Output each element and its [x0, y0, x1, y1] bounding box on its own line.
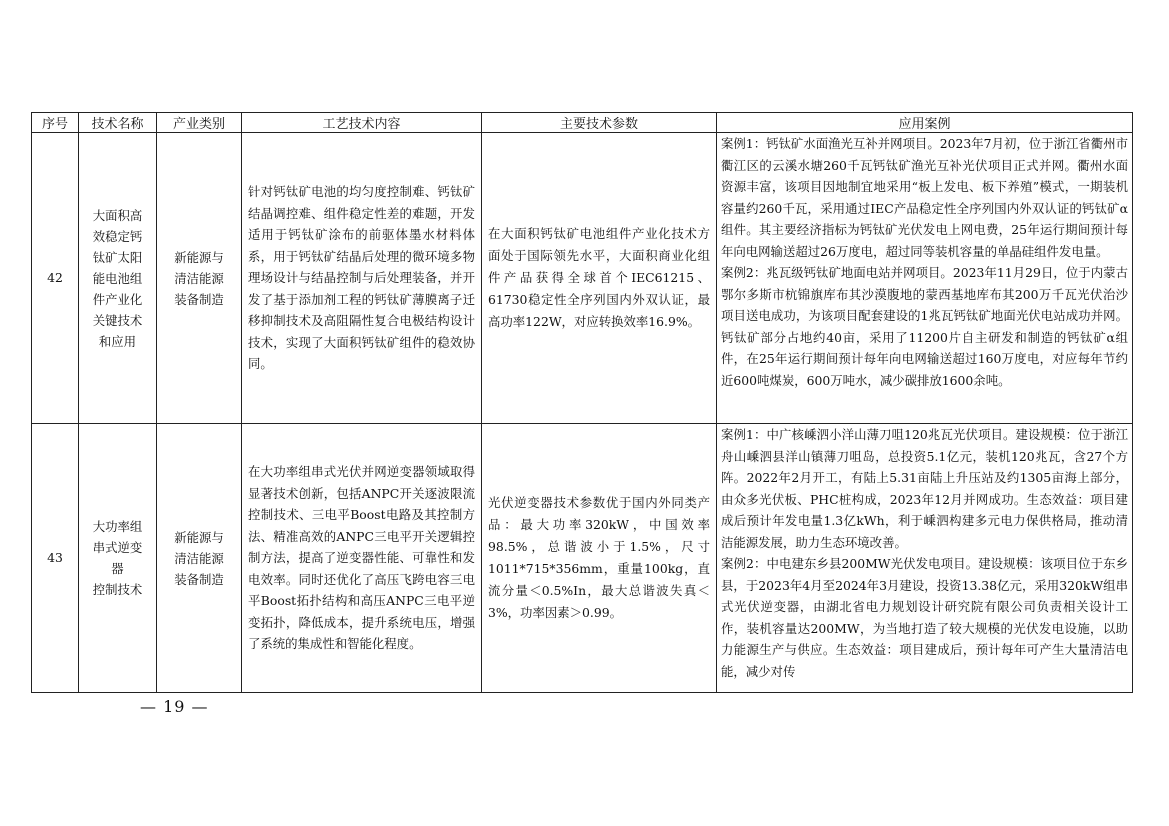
header-seq: 序号: [32, 113, 79, 133]
row-cases: 案例1：中广核嵊泗小洋山薄刀咀120兆瓦光伏项目。建设规模：位于浙江舟山嵊泗县洋山镇薄刀咀岛，总投资5.1亿元，装机120兆瓦，含27个方阵。2022年2月开工，有陆上5.31亩陆上升压站及约1305亩海上部分，由众多光伏板、PHC桩构成，2023年12月并网成功。生态效益：项目建成后预计年发电量1.3亿kWh，利于嵊泗构建多元电力保供格局，推动清洁能源发展，助力生态环境改善。 案例2：中电建东乡县200MW光伏发电项目。建设规模：该项目位于东乡县，于2023年4月至2024年3月建设，投资13.38亿元，采用320kW组串式光伏逆变器，由湖北省电力规划设计研究院有限公司负责相关设计工作，装机容量达200MW，为当地打造了较大规模的光伏发电设施，以助力能源生产与供应。生态效益：项目建成后，预计每年可产生大量清洁电能，减少对传: [717, 424, 1133, 693]
row-category: 新能源与 清洁能源 装备制造: [157, 133, 242, 424]
row-cases: 案例1：钙钛矿水面渔光互补并网项目。2023年7月初，位于浙江省衢州市衢江区的云溪水塘260千瓦钙钛矿渔光互补光伏项目正式并网。衢州水面资源丰富，该项目因地制宜地采用“板上发电、板下养殖”模式，一期装机容量约260千瓦，采用通过IEC产品稳定性全序列国内外双认证的钙钛矿α组件。其主要经济指标为钙钛矿光伏发电上网电费，25年运行期间预计每年向电网输送超过26万度电，超过同等装机容量的单晶硅组件发电量。 案例2：兆瓦级钙钛矿地面电站并网项目。2023年11月29日，位于内蒙古鄂尔多斯市杭锦旗库布其沙漠腹地的蒙西基地库布其200万千瓦光伏治沙项目送电成功，为该项目配套建设的1兆瓦钙钛矿地面光伏电站成功并网。钙钛矿部分占地约40亩，采用了11200片自主研发和制造的钙钛矿α组件，在25年运行期间预计每年向电网输送超过160万度电，对应每年节约近600吨煤炭，600万吨水，减少碳排放1600余吨。: [717, 133, 1133, 424]
row-params: 在大面积钙钛矿电池组件产业化技术方面处于国际领先水平，大面积商业化组件产品获得全球首个IEC61215、61730稳定性全序列国内外双认证，最高功率122W，对应转换效率16.9%。: [482, 133, 717, 424]
row-tech-name: 大面积高 效稳定钙 钛矿太阳 能电池组 件产业化 关键技术 和应用: [79, 133, 157, 424]
header-tech-name: 技术名称: [79, 113, 157, 133]
row-process: 针对钙钛矿电池的均匀度控制难、钙钛矿结晶调控难、组件稳定性差的难题，开发适用于钙钛矿涂布的前驱体墨水材料体系，用于钙钛矿结晶后处理的微环境多物理场设计与结晶控制与后处理装备，并开发了基于添加剂工程的钙钛矿薄膜离子迁移抑制技术及高阻隔性复合电极结构设计技术，实现了大面积钙钛矿组件的稳效协同。: [242, 133, 482, 424]
row-tech-name: 大功率组 串式逆变 器 控制技术: [79, 424, 157, 693]
table-header-row: [32, 113, 1133, 133]
technology-table: [31, 112, 1133, 693]
row-seq: 42: [32, 133, 79, 424]
header-process-content: 工艺技术内容: [242, 113, 482, 133]
row-seq: 43: [32, 424, 79, 693]
row-category: 新能源与 清洁能源 装备制造: [157, 424, 242, 693]
row-process: 在大功率组串式光伏并网逆变器领域取得显著技术创新，包括ANPC开关逐波限流控制技术、三电平Boost电路及其控制方法、精准高效的ANPC三电平开关逻辑控制方法，提高了逆变器性能、可靠性和发电效率。同时还优化了高压飞跨电容三电平Boost拓扑结构和高压ANPC三电平逆变拓扑，降低成本，提升系统电压，增强了系统的集成性和智能化程度。: [242, 424, 482, 693]
header-industry-category: 产业类别: [157, 113, 242, 133]
row-params: 光伏逆变器技术参数优于国内外同类产品：最大功率320kW，中国效率98.5%，总谐波小于1.5%，尺寸1011*715*356mm，重量100kg，直流分量＜0.5%In，最大总谐波失真＜3%，功率因素＞0.99。: [482, 424, 717, 693]
table-row: [32, 424, 1133, 693]
page-number: — 19 —: [140, 697, 209, 716]
header-main-params: 主要技术参数: [482, 113, 717, 133]
table-row: [32, 133, 1133, 424]
header-application-cases: 应用案例: [717, 113, 1133, 133]
